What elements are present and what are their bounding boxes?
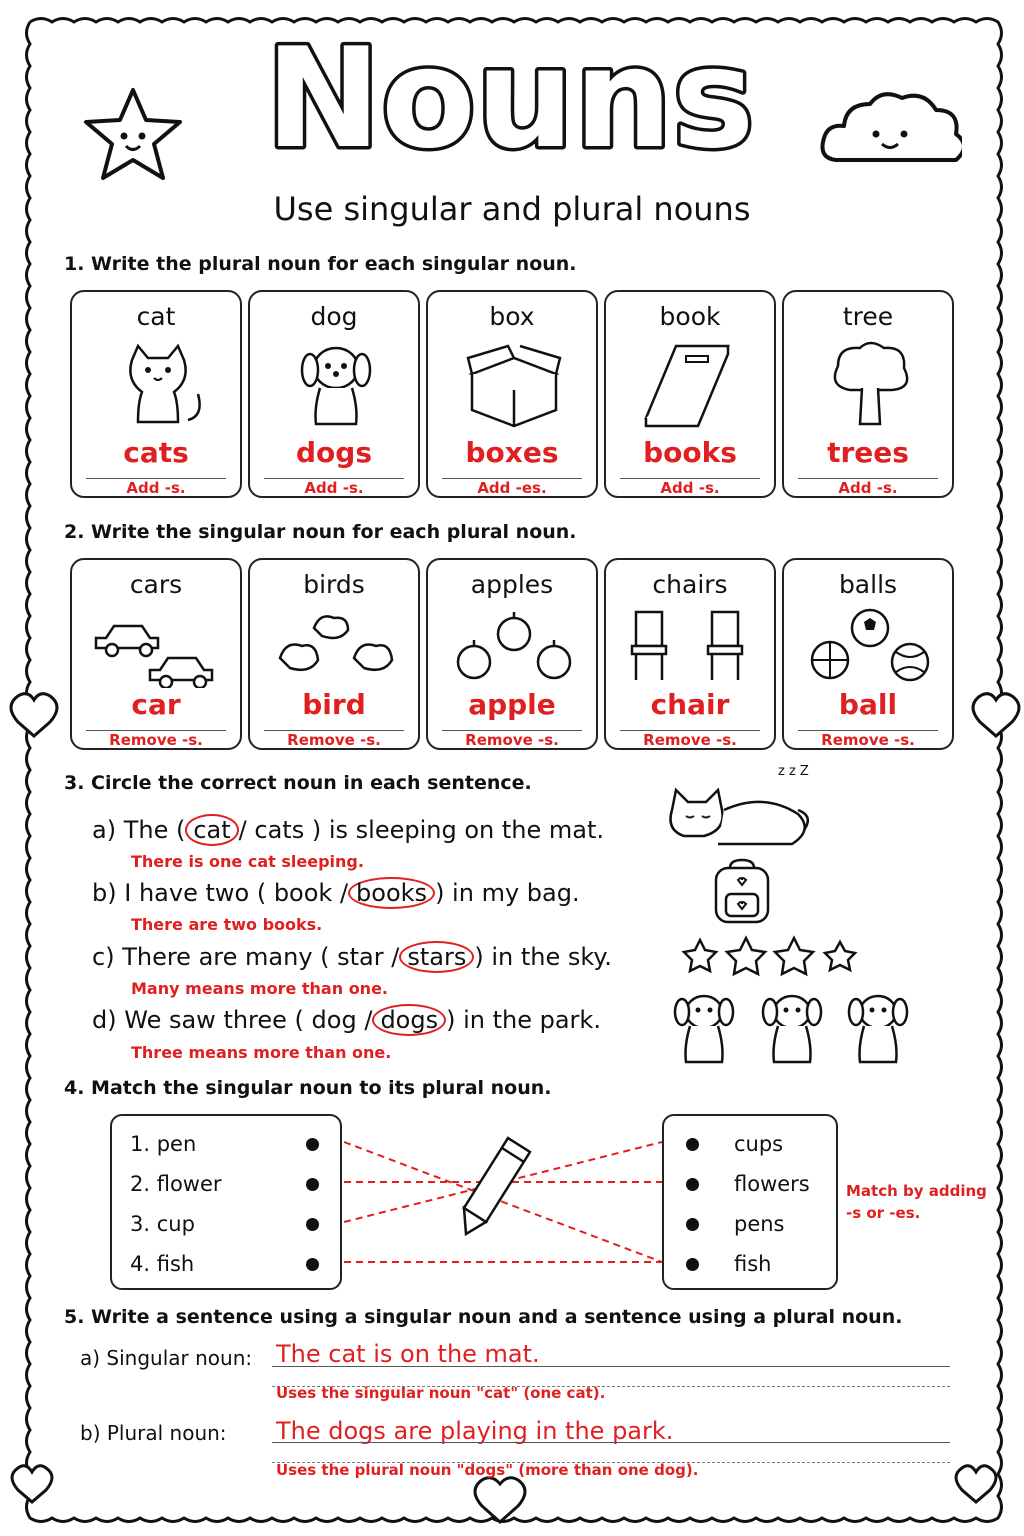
answer-line (272, 1366, 950, 1367)
plural-card (426, 290, 598, 498)
card-word: birds (303, 570, 365, 599)
explanation: Three means more than one. (131, 1043, 392, 1062)
option-text[interactable]: cats (254, 816, 305, 844)
sentence-text: ) in my bag. (435, 879, 580, 907)
separator: / (238, 816, 247, 844)
singular-explanation: Uses the singular noun "cat" (one cat). (276, 1384, 606, 1402)
explanation: There are two books. (131, 915, 323, 934)
match-dot[interactable] (306, 1218, 319, 1231)
singular-label: a) Singular noun: (80, 1346, 253, 1370)
title-text: Nouns (265, 22, 755, 172)
match-note: Match by adding -s or -es. (846, 1182, 987, 1222)
circled-answer[interactable]: books (348, 877, 435, 909)
sentence-d (92, 1006, 601, 1034)
plural-card (604, 290, 776, 498)
question-2-heading: 2. Write the singular noun for each plural noun. (64, 521, 577, 543)
match-dot[interactable] (306, 1138, 319, 1151)
singular-answer[interactable]: The cat is on the mat. (276, 1340, 540, 1368)
sentence-text: ) in the sky. (474, 943, 612, 971)
separator: / (364, 1006, 373, 1034)
plural-card (248, 290, 420, 498)
card-word: box (489, 302, 535, 331)
box-icon (464, 340, 564, 430)
pencil-icon (462, 1130, 542, 1240)
plural-answer[interactable]: The dogs are playing in the park. (276, 1417, 674, 1445)
plural-card (782, 290, 954, 498)
hint-text: Add -s. (838, 479, 898, 497)
hint-text: Remove -s. (109, 731, 203, 749)
separator: / (391, 943, 400, 971)
sentence-label: b) (92, 879, 117, 907)
stars-icon (680, 934, 860, 978)
page-title (240, 22, 780, 172)
card-word: apples (470, 570, 554, 599)
circled-answer[interactable]: stars (399, 941, 474, 973)
heart-icon (11, 694, 57, 736)
question-5-heading: 5. Write a sentence using a singular noun and a sentence using a plural noun. (64, 1306, 903, 1328)
answer-text: cats (123, 436, 189, 469)
card-word: book (659, 302, 721, 331)
cat-icon (108, 340, 208, 430)
singular-card (604, 558, 776, 750)
match-left-item: 2. flower (130, 1172, 222, 1196)
zzz-text: z z Z (778, 764, 809, 779)
heart-icon (973, 694, 1019, 736)
match-right-item: cups (734, 1132, 784, 1156)
hint-text: Remove -s. (287, 731, 381, 749)
singular-card (70, 558, 242, 750)
heart-icon (956, 1466, 996, 1502)
match-left-item: 4. fish (130, 1252, 195, 1276)
sleeping-cat-icon (664, 780, 816, 852)
card-word: cat (136, 302, 176, 331)
match-dot[interactable] (686, 1138, 699, 1151)
three-dogs-icon (666, 988, 916, 1068)
heart-icon (12, 1466, 52, 1502)
cars-icon (92, 608, 222, 688)
match-right-item: flowers (734, 1172, 810, 1196)
answer-text: apple (468, 688, 556, 721)
sentence-b (92, 879, 580, 907)
subtitle: Use singular and plural nouns (273, 190, 751, 228)
guide-line (272, 1462, 950, 1463)
sentence-text: ) in the park. (446, 1006, 601, 1034)
answer-text: bird (302, 688, 366, 721)
match-dot[interactable] (686, 1258, 699, 1271)
answer-text: ball (838, 688, 898, 721)
explanation: There is one cat sleeping. (131, 852, 364, 871)
hint-text: Add -s. (126, 479, 186, 497)
chairs-icon (626, 608, 756, 688)
hint-text: Remove -s. (643, 731, 737, 749)
guide-line (272, 1386, 950, 1387)
plural-list (662, 1114, 838, 1290)
star-face-icon (78, 84, 188, 184)
sentence-a (92, 816, 604, 844)
answer-text: car (131, 688, 181, 721)
match-left-item: 1. pen (130, 1132, 197, 1156)
sentence-text: There are many ( star (122, 943, 392, 971)
question-4-heading: 4. Match the singular noun to its plural noun. (64, 1077, 552, 1099)
dog-icon (286, 340, 386, 430)
explanation: Many means more than one. (131, 979, 388, 998)
sentence-text: We saw three ( dog (124, 1006, 365, 1034)
singular-card (248, 558, 420, 750)
hint-text: Remove -s. (821, 731, 915, 749)
answer-text: trees (827, 436, 909, 469)
card-word: dog (310, 302, 358, 331)
tree-icon (820, 340, 920, 430)
backpack-icon (710, 858, 774, 926)
separator: / (339, 879, 349, 907)
cloud-face-icon (816, 86, 962, 176)
birds-icon (270, 608, 400, 688)
match-dot[interactable] (306, 1258, 319, 1271)
hint-text: Add -es. (477, 479, 547, 497)
hint-text: Add -s. (304, 479, 364, 497)
match-right-item: fish (734, 1252, 772, 1276)
circled-answer[interactable]: cat (185, 814, 238, 846)
book-icon (642, 340, 742, 430)
answer-text: chair (650, 688, 730, 721)
hint-text: Remove -s. (465, 731, 559, 749)
answer-line (272, 1442, 950, 1443)
singular-card (426, 558, 598, 750)
match-dot[interactable] (686, 1218, 699, 1231)
sentence-text: The ( (123, 816, 186, 844)
balls-icon (804, 608, 934, 688)
match-left-item: 3. cup (130, 1212, 195, 1236)
match-right-item: pens (734, 1212, 785, 1236)
heart-icon (475, 1478, 525, 1522)
plural-card (70, 290, 242, 498)
card-word: tree (842, 302, 894, 331)
answer-text: boxes (465, 436, 559, 469)
card-word: cars (129, 570, 183, 599)
card-word: chairs (652, 570, 728, 599)
question-1-heading: 1. Write the plural noun for each singular noun. (64, 253, 577, 275)
card-word: balls (838, 570, 898, 599)
sentence-label: a) (92, 816, 117, 844)
singular-list (110, 1114, 342, 1290)
question-3-heading: 3. Circle the correct noun in each sentence. (64, 772, 532, 794)
sentence-label: d) (92, 1006, 117, 1034)
plural-label: b) Plural noun: (80, 1421, 227, 1445)
sentence-c (92, 943, 612, 971)
match-dot[interactable] (686, 1178, 699, 1191)
answer-text: books (643, 436, 737, 469)
match-dot[interactable] (306, 1178, 319, 1191)
plural-explanation: Uses the plural noun "dogs" (more than one dog). (276, 1461, 699, 1479)
hint-text: Add -s. (660, 479, 720, 497)
singular-card (782, 558, 954, 750)
answer-text: dogs (296, 436, 372, 469)
circled-answer[interactable]: dogs (372, 1004, 446, 1036)
apples-icon (448, 608, 578, 688)
sentence-label: c) (92, 943, 115, 971)
sentence-text: ) is sleeping on the mat. (311, 816, 605, 844)
sentence-text: I have two ( book (124, 879, 340, 907)
